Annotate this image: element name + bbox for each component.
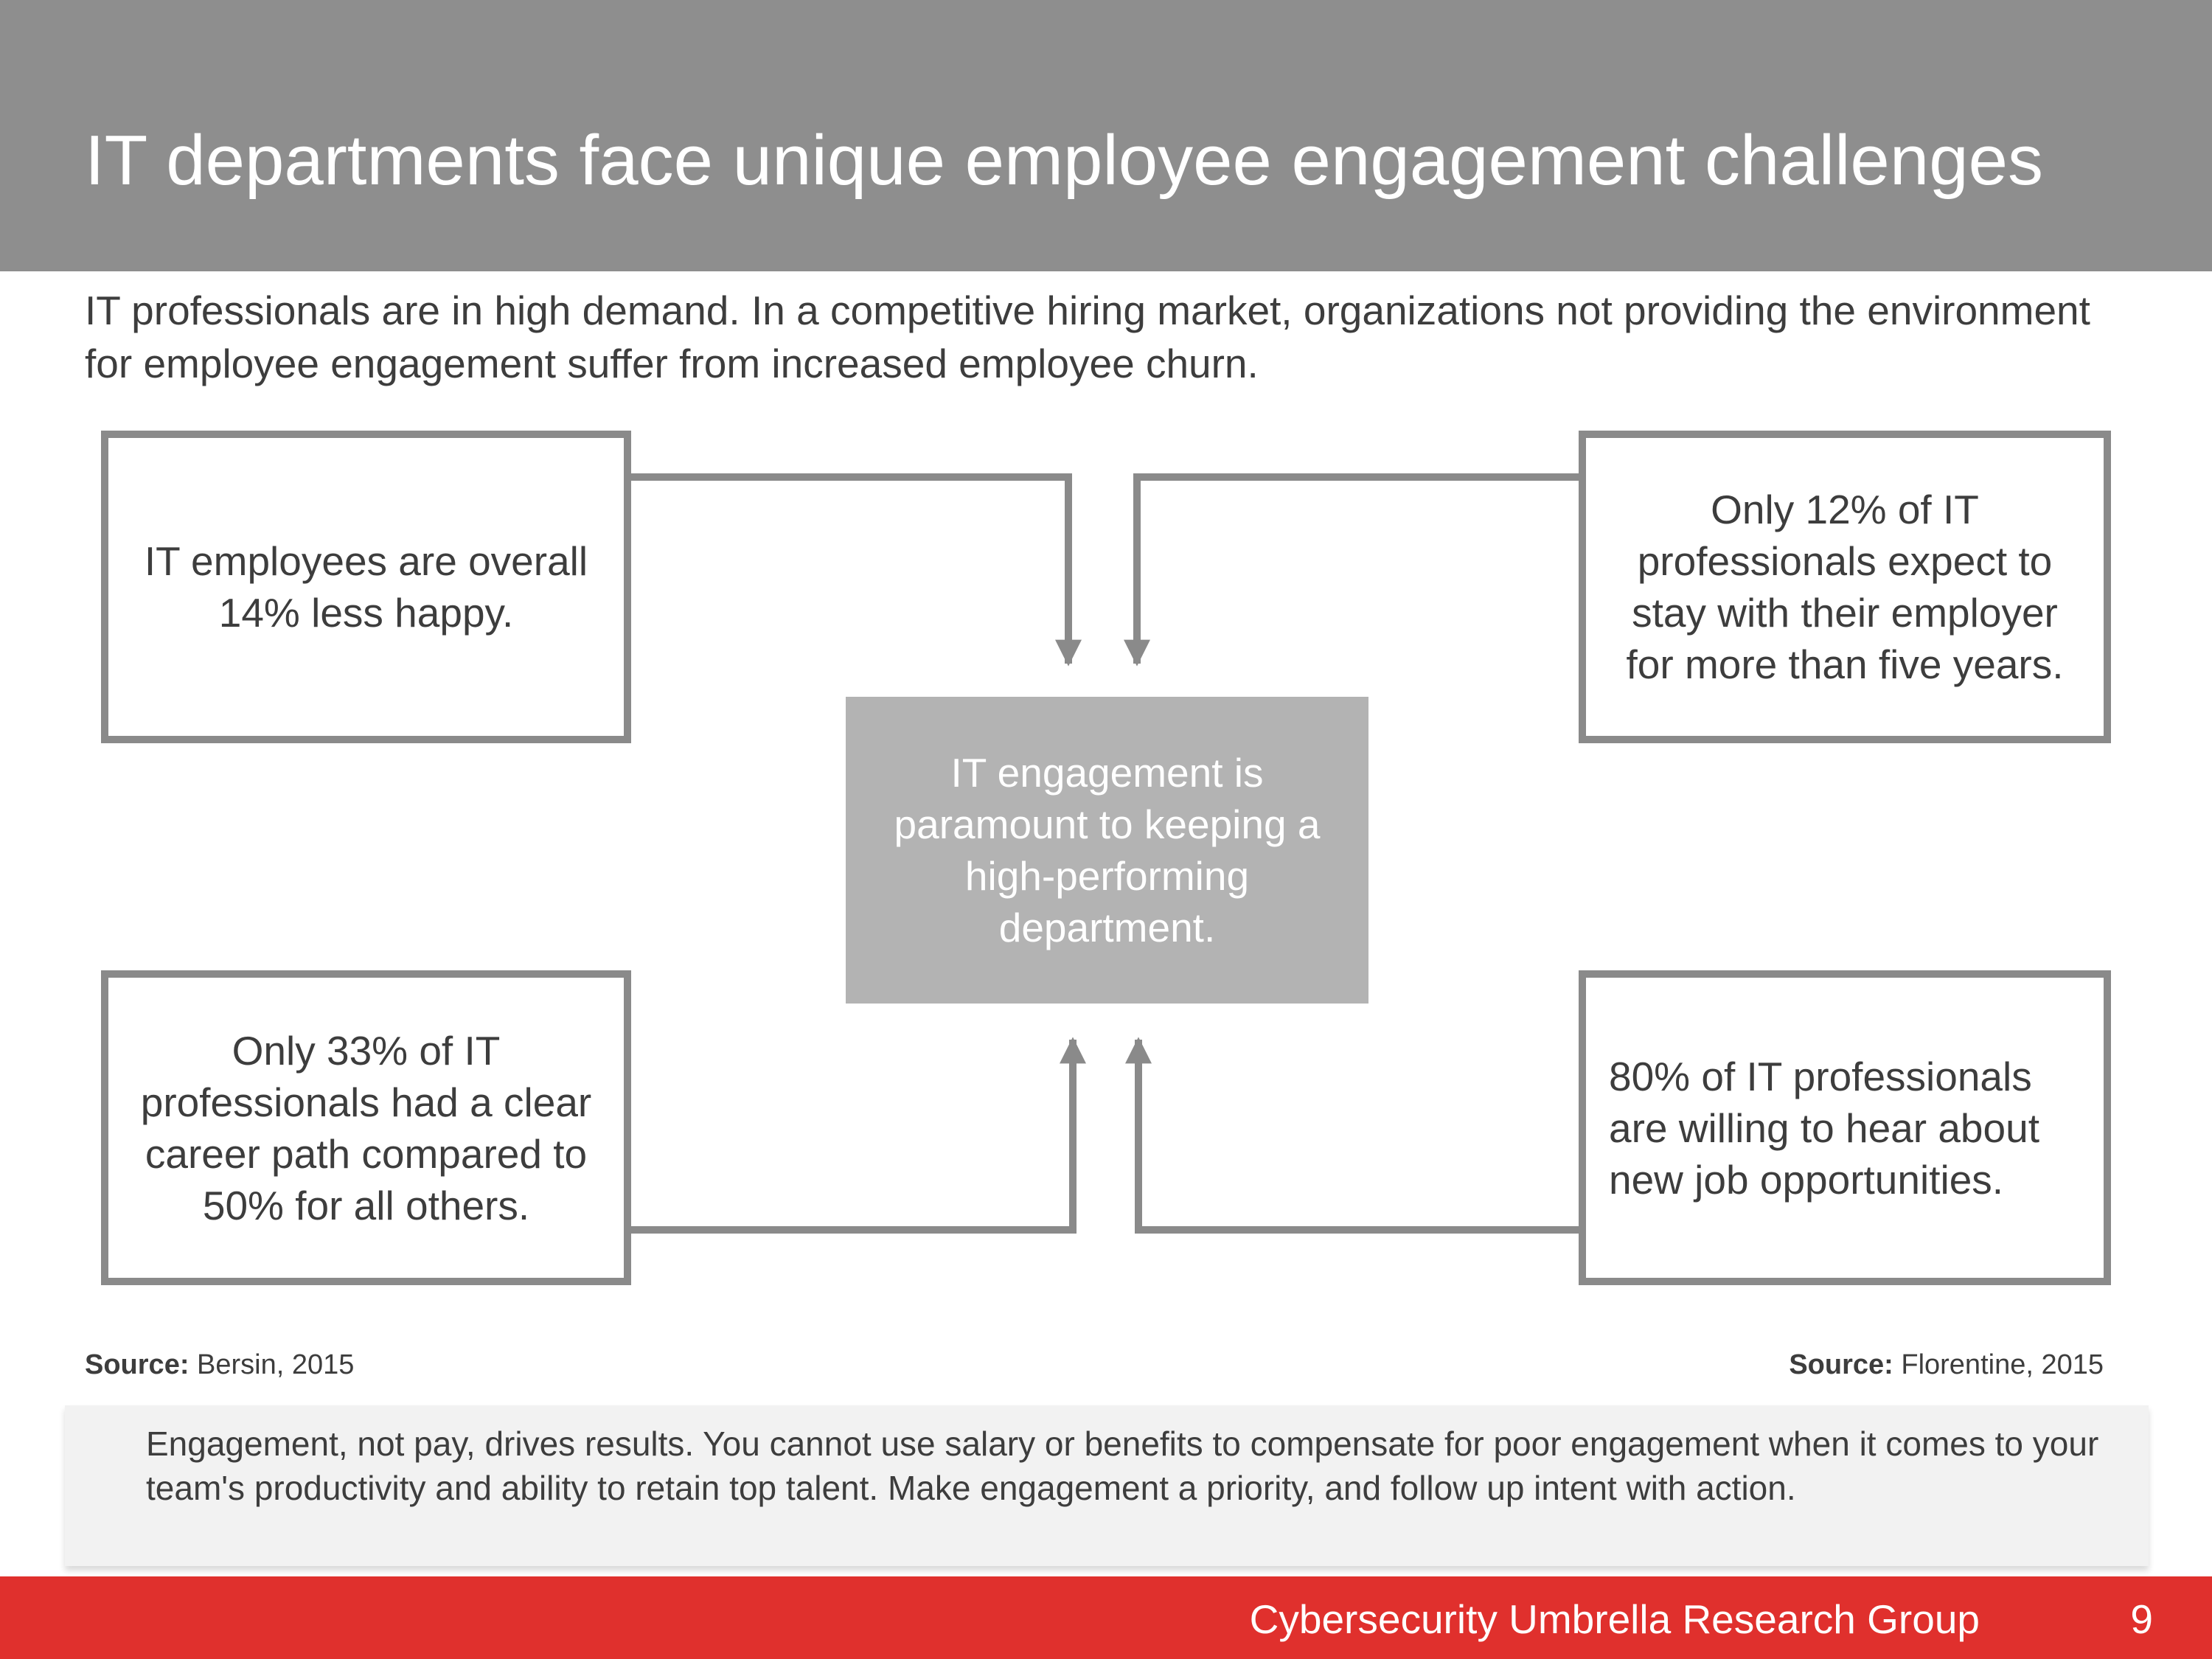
callout-text: Engagement, not pay, drives results. You cannot use salary or benefits to compensate for poor engagement when it comes to your team's productivity and ability to retain top talent. Make engagement a priority, and follow up intent with action. [146,1425,2099,1507]
stat-text-job-opportunities: 80% of IT professionals are willing to hear about new job opportunities. [1609,1053,2039,1203]
source-left [85,1348,354,1382]
intro-text: IT professionals are in high demand. In a competitive hiring market, organizations not providing the environment for employee engagement suffer from increased employee churn. [85,288,2090,386]
stat-box-job-opportunities [1579,970,2111,1285]
source-right-label: Source: [1789,1349,1893,1380]
arrow-top-right [1137,477,1582,664]
callout-box [65,1405,2149,1566]
stat-box-career-path [101,970,631,1285]
arrow-bottom-left [628,1040,1073,1230]
footer-organization: Cybersecurity Umbrella Research Group [1249,1596,1980,1642]
footer-bar [0,1576,2212,1659]
title-bar [0,0,2212,271]
arrow-top-left [628,477,1068,664]
source-left-label: Source: [85,1349,189,1380]
arrow-bottom-right [1138,1040,1582,1230]
slide-title: IT departments face unique employee engagement challenges [85,121,2043,200]
stat-box-retention [1579,431,2111,743]
central-message-box [846,697,1368,1004]
stat-text-retention: Only 12% of IT professionals expect to stay with their employer for more than five years. [1626,487,2064,687]
source-right-citation: Florentine, 2015 [1901,1349,2104,1380]
stat-text-happiness: IT employees are overall 14% less happy. [144,538,588,636]
central-message-text: IT engagement is paramount to keeping a high-performing department. [894,750,1321,950]
source-left-citation: Bersin, 2015 [197,1349,355,1380]
stat-box-happiness [101,431,631,743]
page-number: 9 [2130,1596,2153,1642]
source-right [1789,1348,2104,1382]
stat-text-career-path: Only 33% of IT professionals had a clear career path compared to 50% for all others. [140,1027,592,1228]
